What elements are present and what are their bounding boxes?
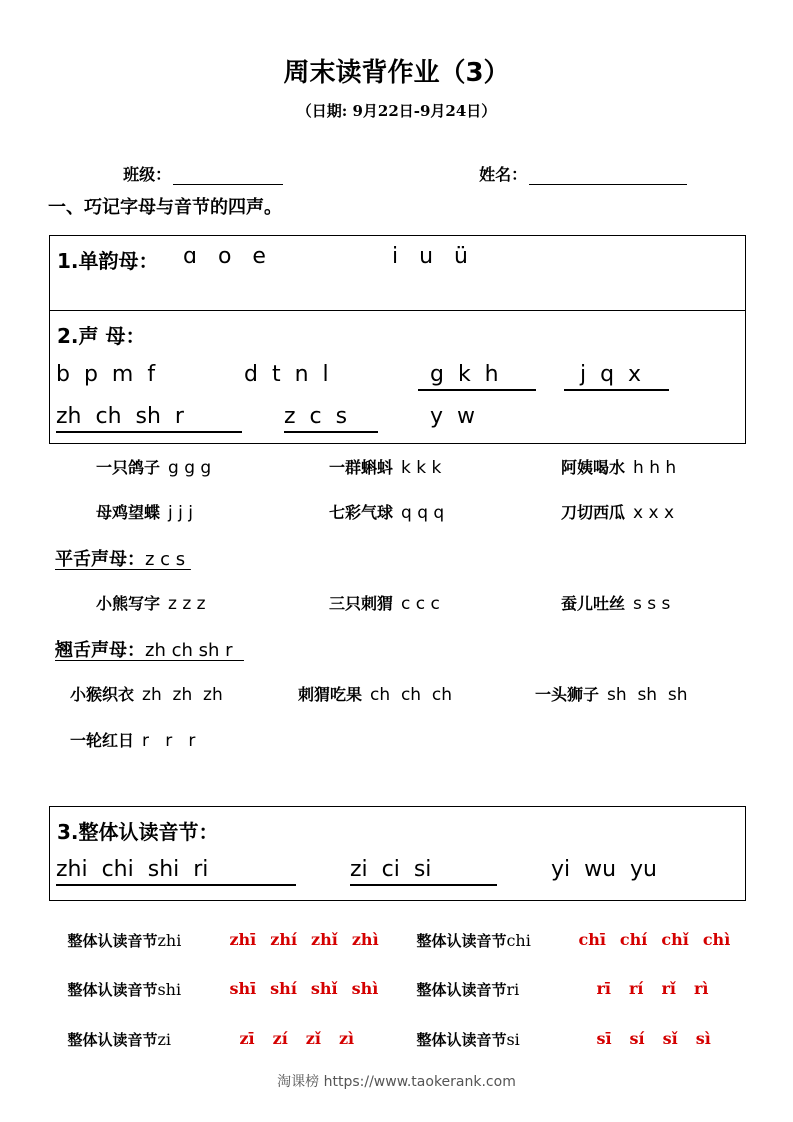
tone-row-chi: 整体认读音节chi bbox=[416, 931, 531, 950]
single-vowels-letters-a: ɑ o e bbox=[183, 244, 266, 269]
name-field bbox=[468, 143, 687, 185]
tone-list-zi: zī zí zǐ zì bbox=[239, 1029, 355, 1048]
mnemonic-c: 三只刺猬 c c c bbox=[329, 594, 440, 614]
initials-row2-c: y w bbox=[430, 404, 475, 429]
tone-row-ri: 整体认读音节ri bbox=[416, 980, 520, 999]
initials-label: 2.声 母： bbox=[57, 324, 146, 348]
mnemonic-s: 蚕儿吐丝 s s s bbox=[561, 594, 671, 614]
name-label: 姓名： bbox=[479, 165, 528, 184]
initials-row2-b: z c s bbox=[284, 404, 378, 433]
tone-list-si: sī sí sǐ sì bbox=[596, 1029, 711, 1048]
whole-syllables-row-c: yi wu yu bbox=[551, 857, 658, 882]
mnemonic-q: 七彩气球 q q q bbox=[329, 503, 445, 523]
page-title: 周末读背作业（3） bbox=[283, 58, 510, 88]
initials-row1-d: j q x bbox=[564, 362, 669, 391]
tone-list-shi: shī shí shǐ shì bbox=[229, 979, 379, 998]
initials-row1-a: b p m f bbox=[56, 362, 156, 387]
name-blank[interactable] bbox=[529, 168, 687, 185]
tone-row-si: 整体认读音节si bbox=[416, 1030, 520, 1049]
mnemonic-z: 小熊写字 z z z bbox=[96, 594, 206, 614]
class-label: 班级： bbox=[123, 165, 172, 184]
single-vowels-label: 1.单韵母： bbox=[57, 249, 159, 273]
watermark: 淘课榜 https://www.taokerank.com bbox=[277, 1074, 516, 1090]
flat-initials-heading: 平舌声母：z c s bbox=[55, 549, 191, 570]
mnemonic-h: 阿姨喝水 h h h bbox=[561, 458, 677, 478]
whole-syllables-row-b: zi ci si bbox=[350, 857, 497, 886]
mnemonic-zh: 小猴织衣 zh zh zh bbox=[70, 685, 223, 705]
mnemonic-j: 母鸡望蝶 j j j bbox=[96, 503, 193, 523]
tone-list-zhi: zhī zhí zhǐ zhì bbox=[229, 930, 379, 949]
tone-list-ri: rī rí rǐ rì bbox=[596, 979, 709, 998]
mnemonic-r: 一轮红日 r r r bbox=[70, 731, 196, 751]
mnemonic-g: 一只鸽子 g g g bbox=[96, 458, 212, 478]
initials-row1-c: g k h bbox=[418, 362, 536, 391]
whole-syllables-row-a: zhi chi shi ri bbox=[56, 857, 296, 886]
mnemonic-ch: 刺猬吃果 ch ch ch bbox=[298, 685, 452, 705]
mnemonic-x: 刀切西瓜 x x x bbox=[561, 503, 675, 523]
tone-row-shi: 整体认读音节shi bbox=[67, 980, 182, 999]
class-field bbox=[112, 143, 283, 185]
single-vowels-letters-b: i u ü bbox=[392, 244, 468, 269]
curled-initials-heading: 翘舌声母：zh ch sh r bbox=[55, 640, 244, 661]
class-blank[interactable] bbox=[173, 168, 283, 185]
mnemonic-sh: 一头狮子 sh sh sh bbox=[535, 685, 688, 705]
initials-row1-b: d t n l bbox=[244, 362, 329, 387]
initials-row2-a: zh ch sh r bbox=[56, 404, 242, 433]
date-range: （日期: 9月22日-9月24日） bbox=[296, 102, 497, 120]
tone-list-chi: chī chí chǐ chì bbox=[578, 930, 731, 949]
tone-row-zhi: 整体认读音节zhi bbox=[67, 931, 182, 950]
section-heading: 一、巧记字母与音节的四声。 bbox=[48, 197, 282, 218]
whole-syllables-label: 3.整体认读音节： bbox=[57, 820, 219, 844]
mnemonic-k: 一群蝌蚪 k k k bbox=[329, 458, 442, 478]
tone-row-zi: 整体认读音节zi bbox=[67, 1030, 172, 1049]
